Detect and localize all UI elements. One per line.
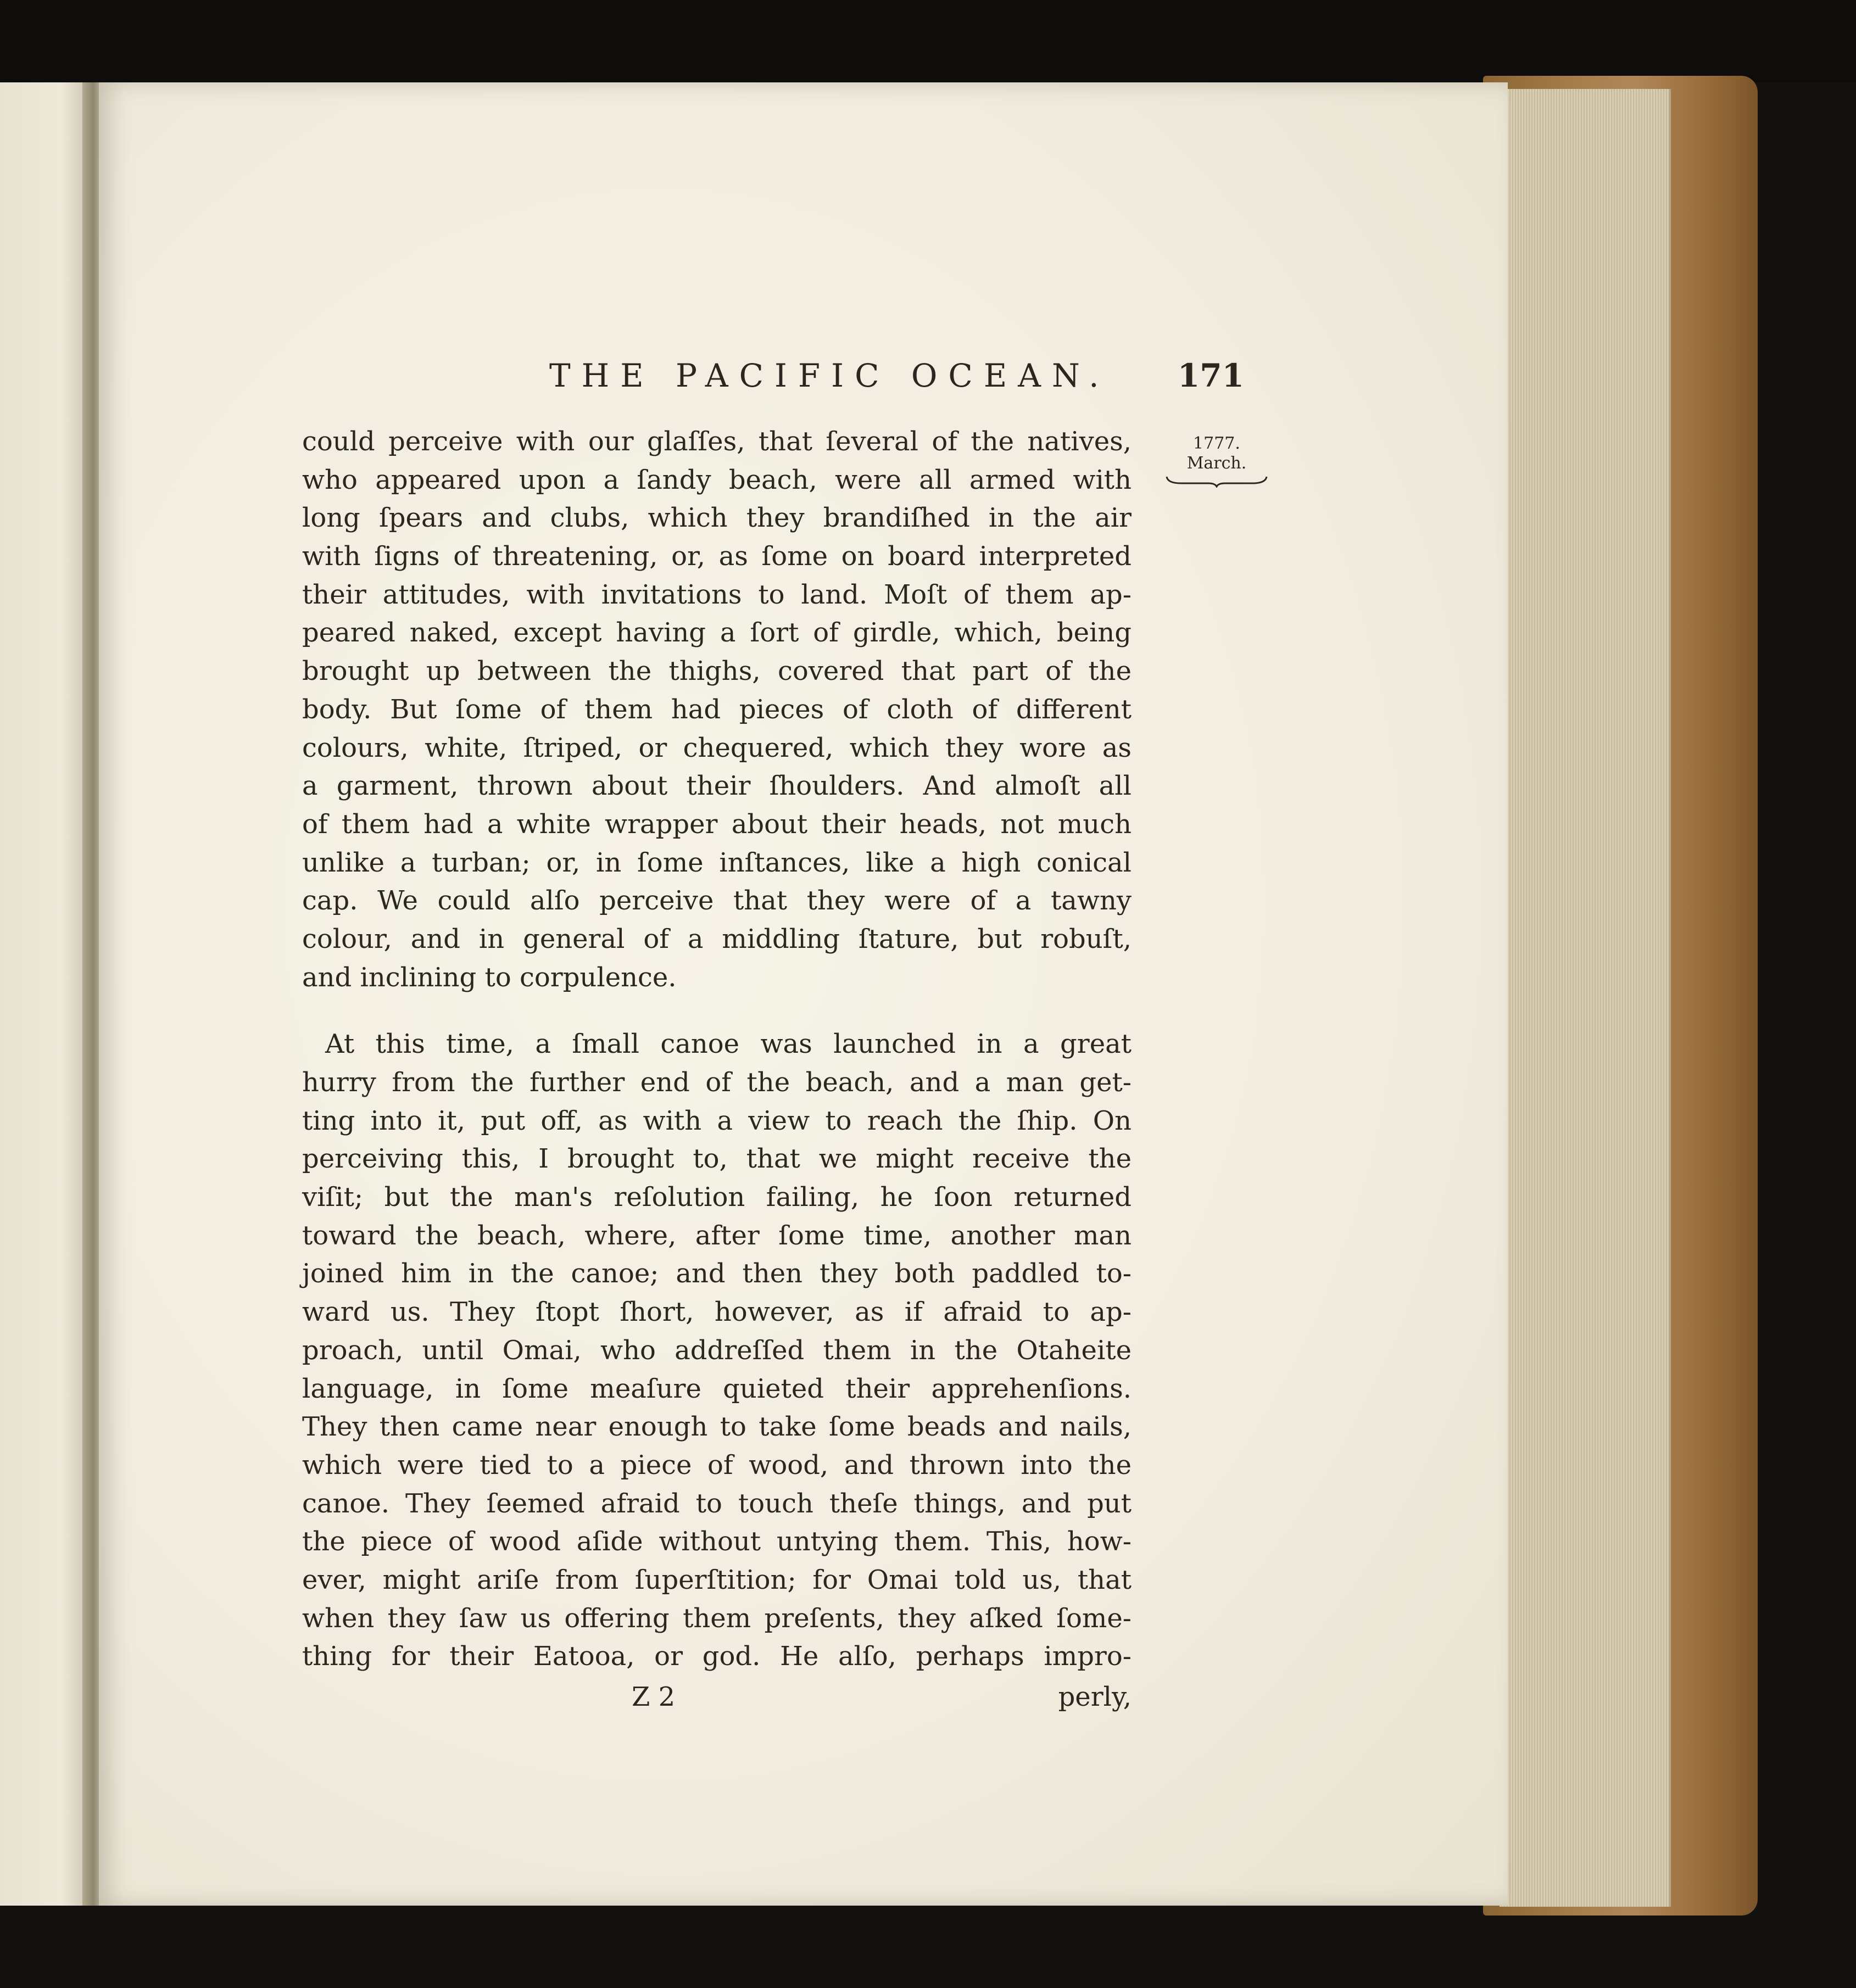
- paragraph-1: [302, 423, 1132, 997]
- text-line: long ſpears and clubs, which they brandiſhed in the air: [302, 502, 1132, 534]
- running-head: THE PACIFIC OCEAN.: [549, 357, 1110, 394]
- catchword: perly,: [1058, 1682, 1132, 1712]
- text-line: which were tied to a piece of wood, and thrown into the: [302, 1449, 1132, 1481]
- text-line: canoe. They ſeemed afraid to touch theſe things, and put: [302, 1488, 1132, 1519]
- page-header: [302, 357, 1244, 423]
- text-line: toward the beach, where, after ſome time, another man: [302, 1220, 1132, 1251]
- paragraph-2: [302, 1025, 1132, 1676]
- right-page: [99, 82, 1508, 1906]
- text-line: a garment, thrown about their ſhoulders. And almoſt all: [302, 770, 1132, 802]
- text-line: ward us. They ſtopt ſhort, however, as if afraid to ap-: [302, 1297, 1132, 1328]
- text-line: They then came near enough to take ſome beads and nails,: [302, 1411, 1132, 1443]
- text-line: colour, and in general of a middling ſtature, but robuſt,: [302, 923, 1132, 954]
- text-line: hurry from the further end of the beach, and a man get-: [302, 1067, 1132, 1098]
- text-line: when they ſaw us offering them preſents, they aſked ſome-: [302, 1602, 1132, 1634]
- facing-page: [0, 82, 88, 1906]
- text-line: who appeared upon a ſandy beach, were all armed with: [302, 464, 1132, 495]
- background-shadow: [0, 0, 1856, 82]
- text-line: of them had a white wrapper about their heads, not much: [302, 808, 1132, 840]
- page-number: 171: [1177, 357, 1244, 394]
- text-line: perceiving this, I brought to, that we might receive the: [302, 1143, 1132, 1175]
- text-line: joined him in the canoe; and then they both paddled to-: [302, 1258, 1132, 1289]
- text-line: body. But ſome of them had pieces of cloth of different: [302, 694, 1132, 725]
- text-line: proach, until Omai, who addreſſed them in the Otaheite: [302, 1334, 1132, 1366]
- text-line: with ſigns of threatening, or, as ſome on board interpreted: [302, 541, 1132, 572]
- text-line: language, in ſome meaſure quieted their apprehenſions.: [302, 1373, 1132, 1404]
- paragraph-gap: [302, 997, 1244, 1025]
- margin-note: [1162, 434, 1272, 488]
- signature-mark: Z 2: [632, 1682, 676, 1712]
- page-footer: [302, 1682, 1132, 1725]
- page-edges: [1500, 89, 1671, 1907]
- text-line: could perceive with our glaſſes, that ſeveral of the natives,: [302, 426, 1132, 457]
- text-line: viſit; but the man's reſolution failing, he ſoon returned: [302, 1182, 1132, 1213]
- text-line: peared naked, except having a ſort of girdle, which, being: [302, 617, 1132, 649]
- text-line: unlike a turban; or, in ſome inſtances, like a high conical: [302, 847, 1132, 878]
- margin-note-month: March.: [1186, 454, 1247, 473]
- text-line: ever, might ariſe from ſuperſtition; for Omai told us, that: [302, 1564, 1132, 1595]
- text-line: colours, white, ſtriped, or chequered, which they wore as: [302, 732, 1132, 763]
- text-line: their attitudes, with invitations to land. Moſt of them ap-: [302, 579, 1132, 610]
- text-line: ting into it, put off, as with a view to reach the ſhip. On: [302, 1105, 1132, 1136]
- text-line: cap. We could alſo perceive that they were of a tawny: [302, 885, 1132, 917]
- text-line: thing for their Eatooa, or god. He alſo, perhaps impro-: [302, 1641, 1132, 1672]
- brace-ornament: [1164, 474, 1269, 488]
- text-line: brought up between the thighs, covered that part of the: [302, 656, 1132, 687]
- page-content: [302, 357, 1247, 1725]
- margin-note-year: 1777.: [1193, 434, 1240, 453]
- text-line: the piece of wood aſide without untying them. This, how-: [302, 1526, 1132, 1557]
- text-line: At this time, a ſmall canoe was launched in a great: [325, 1029, 1132, 1060]
- text-line: and inclining to corpulence.: [302, 962, 677, 993]
